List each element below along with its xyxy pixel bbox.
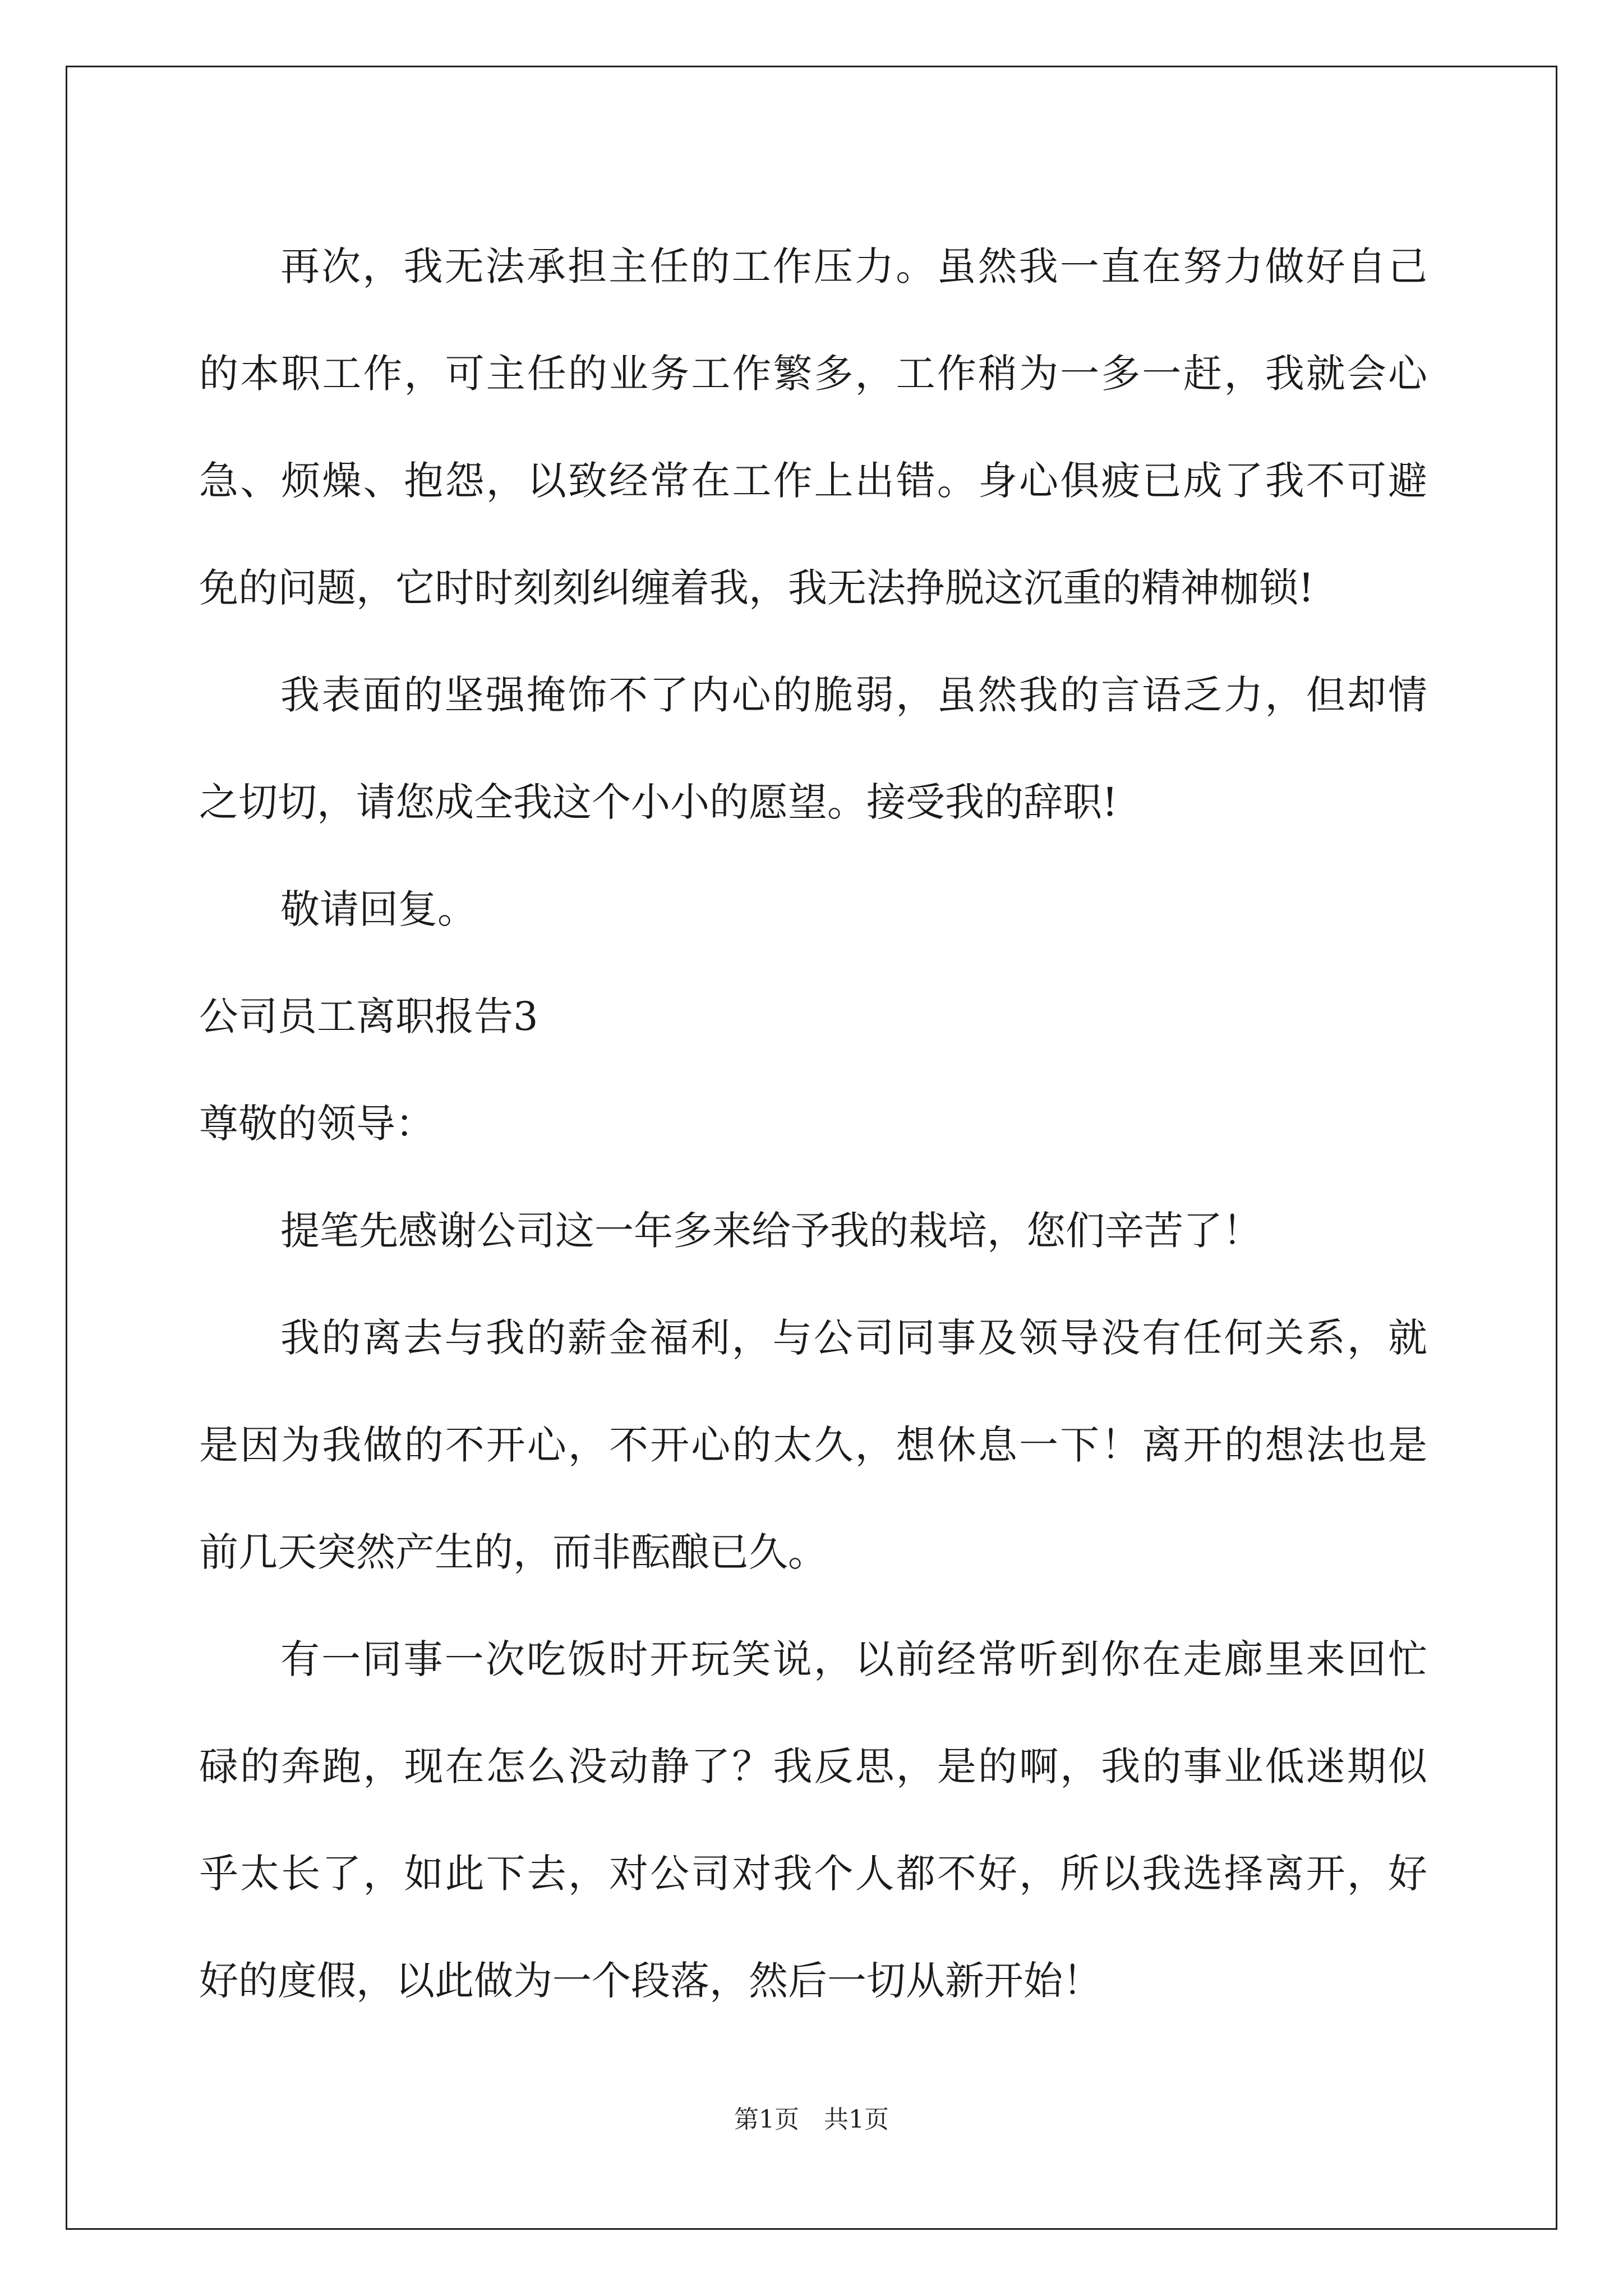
text-line: 之切切，请您成全我这个小小的愿望。接受我的辞职! <box>199 779 1118 825</box>
text-line: 乎太长了，如此下去，对公司对我个人都不好，所以我选择离开，好 <box>199 1851 1427 1897</box>
text-line: 碌的奔跑，现在怎么没动静了？我反思，是的啊，我的事业低迷期似 <box>199 1743 1427 1789</box>
text-line: 我表面的坚强掩饰不了内心的脆弱，虽然我的言语乏力，但却情 <box>280 672 1427 718</box>
text-line: 急、烦燥、抱怨，以致经常在工作上出错。身心俱疲已成了我不可避 <box>199 458 1427 504</box>
document-body <box>199 213 1427 2035</box>
text-line: 前几天突然产生的，而非酝酿已久。 <box>199 1529 827 1575</box>
text-line: 我的离去与我的薪金福利，与公司同事及领导没有任何关系，就 <box>280 1315 1427 1361</box>
text-line: 再次，我无法承担主任的工作压力。虽然我一直在努力做好自己 <box>280 243 1427 289</box>
text-line: 有一同事一次吃饭时开玩笑说，以前经常听到你在走廊里来回忙 <box>280 1636 1427 1682</box>
salutation: 尊敬的领导： <box>199 1101 435 1147</box>
text-line: 提笔先感谢公司这一年多来给予我的栽培，您们辛苦了！ <box>280 1208 1262 1254</box>
text-line: 免的问题，它时时刻刻纠缠着我，我无法挣脱这沉重的精神枷锁! <box>199 565 1315 611</box>
text-line: 是因为我做的不开心，不开心的太久，想休息一下！离开的想法也是 <box>199 1422 1427 1468</box>
text-line: 敬请回复。 <box>280 886 477 932</box>
section-heading: 公司员工离职报告3 <box>199 993 538 1039</box>
page-footer: 第1页 共1页 <box>734 2105 889 2134</box>
text-line: 好的度假，以此做为一个段落，然后一切从新开始！ <box>199 1958 1102 2004</box>
text-line: 的本职工作，可主任的业务工作繁多，工作稍为一多一赶，我就会心 <box>199 351 1427 397</box>
